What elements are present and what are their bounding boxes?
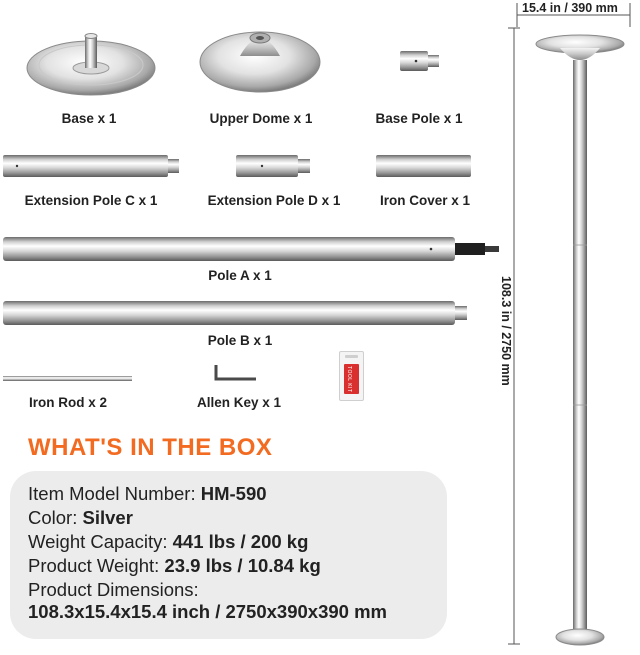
- iron-cover-label: Iron Cover x 1: [379, 193, 471, 208]
- spec-capacity: Weight Capacity: 441 lbs / 200 kg: [28, 531, 309, 552]
- allen-key-image: [212, 362, 260, 386]
- base-pole-label: Base Pole x 1: [375, 111, 463, 126]
- pole-a-image: [3, 237, 501, 261]
- assembled-pole-diagram: [500, 0, 640, 655]
- iron-rod-image: [3, 375, 133, 383]
- dimension-width-text: 15.4 in / 390 mm: [522, 1, 618, 15]
- pole-b-label: Pole B x 1: [207, 333, 273, 348]
- iron-cover-image: [376, 155, 472, 177]
- extension-pole-c-label: Extension Pole C x 1: [24, 193, 158, 208]
- pole-b-image: [3, 301, 468, 325]
- extension-pole-c-image: [3, 155, 180, 177]
- upper-dome-image: [198, 18, 322, 96]
- spec-model: Item Model Number: HM-590: [28, 483, 267, 504]
- spec-dimensions-label: Product Dimensions:: [28, 579, 199, 600]
- section-title: WHAT'S IN THE BOX: [28, 434, 273, 461]
- base-image: [20, 18, 162, 98]
- base-label: Base x 1: [61, 111, 117, 126]
- spec-color: Color: Silver: [28, 507, 133, 528]
- pole-a-label: Pole A x 1: [208, 268, 272, 283]
- iron-rod-label: Iron Rod x 2: [28, 395, 108, 410]
- allen-key-label: Allen Key x 1: [196, 395, 282, 410]
- spec-weight: Product Weight: 23.9 lbs / 10.84 kg: [28, 555, 321, 576]
- upper-dome-label: Upper Dome x 1: [209, 111, 313, 126]
- spec-dimensions-value: 108.3x15.4x15.4 inch / 2750x390x390 mm: [28, 601, 387, 622]
- tool-kit-bag-text: TOOL KIT: [346, 366, 352, 393]
- tool-kit-bag: [339, 351, 364, 401]
- extension-pole-d-image: [236, 155, 312, 177]
- base-pole-image: [398, 49, 442, 73]
- dimension-height-text: 108.3 in / 2750 mm: [499, 276, 513, 386]
- extension-pole-d-label: Extension Pole D x 1: [207, 193, 341, 208]
